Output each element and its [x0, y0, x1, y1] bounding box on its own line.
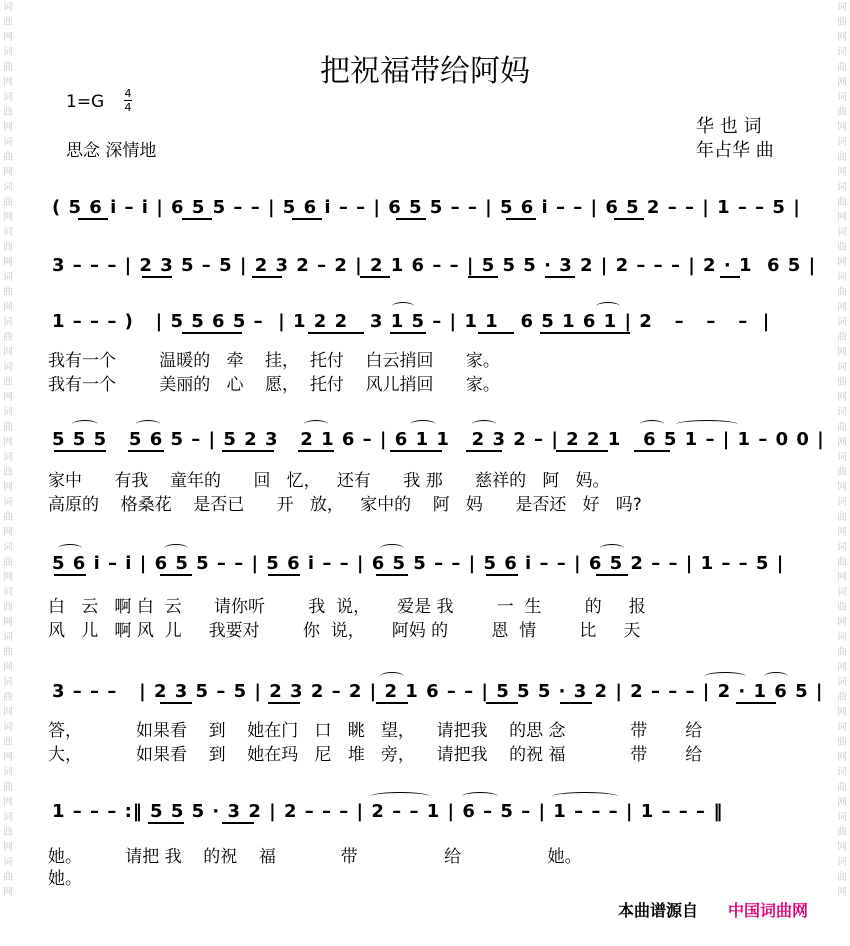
tie [552, 792, 618, 801]
beam [182, 332, 242, 334]
beam [298, 450, 334, 452]
beam [556, 450, 608, 452]
lyrics-row-5-verse-1: 白 云 啊 白 云 请你听 我 说， 爱是 我 一 生 的 报 [48, 597, 646, 617]
time-signature [124, 88, 132, 113]
lyrics-row-7-verse-2: 她。 [48, 869, 82, 889]
song-title: 把祝福带给阿妈 [320, 54, 530, 89]
beam [486, 702, 518, 704]
slur [764, 672, 788, 681]
slur [640, 420, 664, 429]
beam [148, 822, 184, 824]
beam [142, 276, 172, 278]
key-signature: 1=G [66, 92, 105, 112]
beam [390, 332, 426, 334]
notation-row-1: ( 5 6 i – i | 6 5 5 – – | 5 6 i – – | 6 5 5 – – | 5 6 i – – | 6 5 2 – – | 1 – – 5 | [52, 197, 801, 218]
beam [222, 450, 274, 452]
slur [596, 302, 620, 311]
slur [380, 544, 404, 553]
beam [268, 702, 300, 704]
beam [360, 276, 390, 278]
beam [376, 702, 408, 704]
beam [634, 450, 670, 452]
beam [308, 332, 364, 334]
notation-row-6: 3 – – – | 2 3 5 – 5 | 2 3 2 – 2 | 2 1 6 – – | 5 5 5 · 3 2 | 2 – – – | 2 · 1 6 5 | [52, 681, 824, 702]
beam [128, 450, 164, 452]
beam [736, 702, 776, 704]
lyrics-row-7-verse-1: 她。 请把 我 的祝 福 带 给 她。 [48, 847, 582, 867]
lyrics-row-5-verse-2: 风 儿 啊 风 儿 我要对 你 说， 阿妈 的 恩 情 比 天 [48, 621, 641, 641]
tie [676, 420, 738, 429]
notation-row-2: 3 – – – | 2 3 5 – 5 | 2 3 2 – 2 | 2 1 6 – – | 5 5 5 · 3 2 | 2 – – – | 2 · 1 6 5 | [52, 255, 817, 276]
slur [380, 672, 404, 681]
lyrics-row-4-verse-1: 家中 有我 童年的 回 忆， 还有 我 那 慈祥的 阿 妈。 [48, 471, 610, 491]
beam [396, 218, 426, 220]
beam [614, 218, 644, 220]
composer-credit: 年占华 曲 [696, 140, 774, 161]
beam [466, 450, 502, 452]
beam [545, 276, 575, 278]
slur [704, 672, 746, 681]
slur [392, 302, 414, 311]
watermark-right: 词 曲 网 词 曲 网 词 曲 网 词 曲 网 词 曲 网 词 曲 网 词 曲 网 词 曲 网 词 曲 网 词 曲 网 词 曲 网 词 曲 网 词 曲 网 词 曲 网 词 曲 网 词 曲 网 词 曲 网 词 曲 网 词 曲 网 词 曲 网 [837, 2, 847, 898]
beam [160, 574, 192, 576]
time-signature-top: 4 [124, 87, 132, 100]
tie [462, 792, 498, 801]
beam [78, 218, 108, 220]
beam [486, 574, 518, 576]
beam [720, 276, 740, 278]
beam [160, 702, 192, 704]
time-signature-bottom: 4 [124, 101, 132, 114]
lyrics-row-4-verse-2: 高原的 格桑花 是否已 开 放， 家中的 阿 妈 是否还 好 吗? [48, 495, 642, 515]
site-name-link[interactable]: 中国词曲网 [728, 901, 809, 920]
slur [410, 420, 436, 429]
beam [478, 332, 514, 334]
notation-row-5: 5 6 i – i | 6 5 5 – – | 5 6 i – – | 6 5 5 – – | 5 6 i – – | 6 5 2 – – | 1 – – 5 | [52, 553, 785, 574]
notation-row-4: 5 5 5 5 6 5 – | 5 2 3 2 1 6 – | 6 1 1 2 3 2 – | 2 2 1 6 5 1 – | 1 – 0 0 | [52, 429, 825, 450]
beam [292, 218, 322, 220]
beam [560, 702, 592, 704]
lyrics-row-3-verse-2: 我有一个 美丽的 心 愿， 托付 风儿捎回 家。 [48, 375, 500, 395]
lyrics-row-6-verse-1: 答， 如果看 到 她在门 口 眺 望， 请把我 的思 念 带 给 [48, 721, 703, 741]
tie [370, 792, 430, 801]
beam [222, 822, 254, 824]
lyricist-credit: 华 也 词 [696, 116, 762, 137]
beam [390, 450, 442, 452]
beam [54, 450, 106, 452]
beam [182, 218, 212, 220]
slur [472, 420, 496, 429]
lyrics-row-3-verse-1: 我有一个 温暖的 牵 挂， 托付 白云捎回 家。 [48, 351, 500, 371]
notation-row-7: 1 – – – :‖ 5 5 5 · 3 2 | 2 – – – | 2 – – 1 | 6 – 5 – | 1 – – – | 1 – – – ‖ [52, 801, 724, 822]
beam [268, 574, 300, 576]
slur [58, 544, 82, 553]
slur [164, 544, 188, 553]
beam [506, 218, 536, 220]
slur [136, 420, 160, 429]
slur [72, 420, 98, 429]
notation-row-3: 1 – – – ) | 5 5 6 5 – | 1 2 2 3 1 5 – | 1 1 6 5 1 6 1 | 2 – – – | [52, 311, 771, 332]
slur [600, 544, 624, 553]
expression-mark: 思念 深情地 [66, 141, 157, 161]
beam [540, 332, 630, 334]
beam [376, 574, 408, 576]
beam [596, 574, 628, 576]
beam [468, 276, 498, 278]
lyrics-row-6-verse-2: 大， 如果看 到 她在玛 尼 堆 旁， 请把我 的祝 福 带 给 [48, 745, 703, 765]
beam [252, 276, 282, 278]
source-label: 本曲谱源自 [618, 901, 699, 920]
watermark-left: 词 曲 网 词 曲 网 词 曲 网 词 曲 网 词 曲 网 词 曲 网 词 曲 网 词 曲 网 词 曲 网 词 曲 网 词 曲 网 词 曲 网 词 曲 网 词 曲 网 词 曲 网 词 曲 网 词 曲 网 词 曲 网 词 曲 网 词 曲 网 [3, 2, 13, 898]
beam [54, 574, 86, 576]
slur [304, 420, 328, 429]
